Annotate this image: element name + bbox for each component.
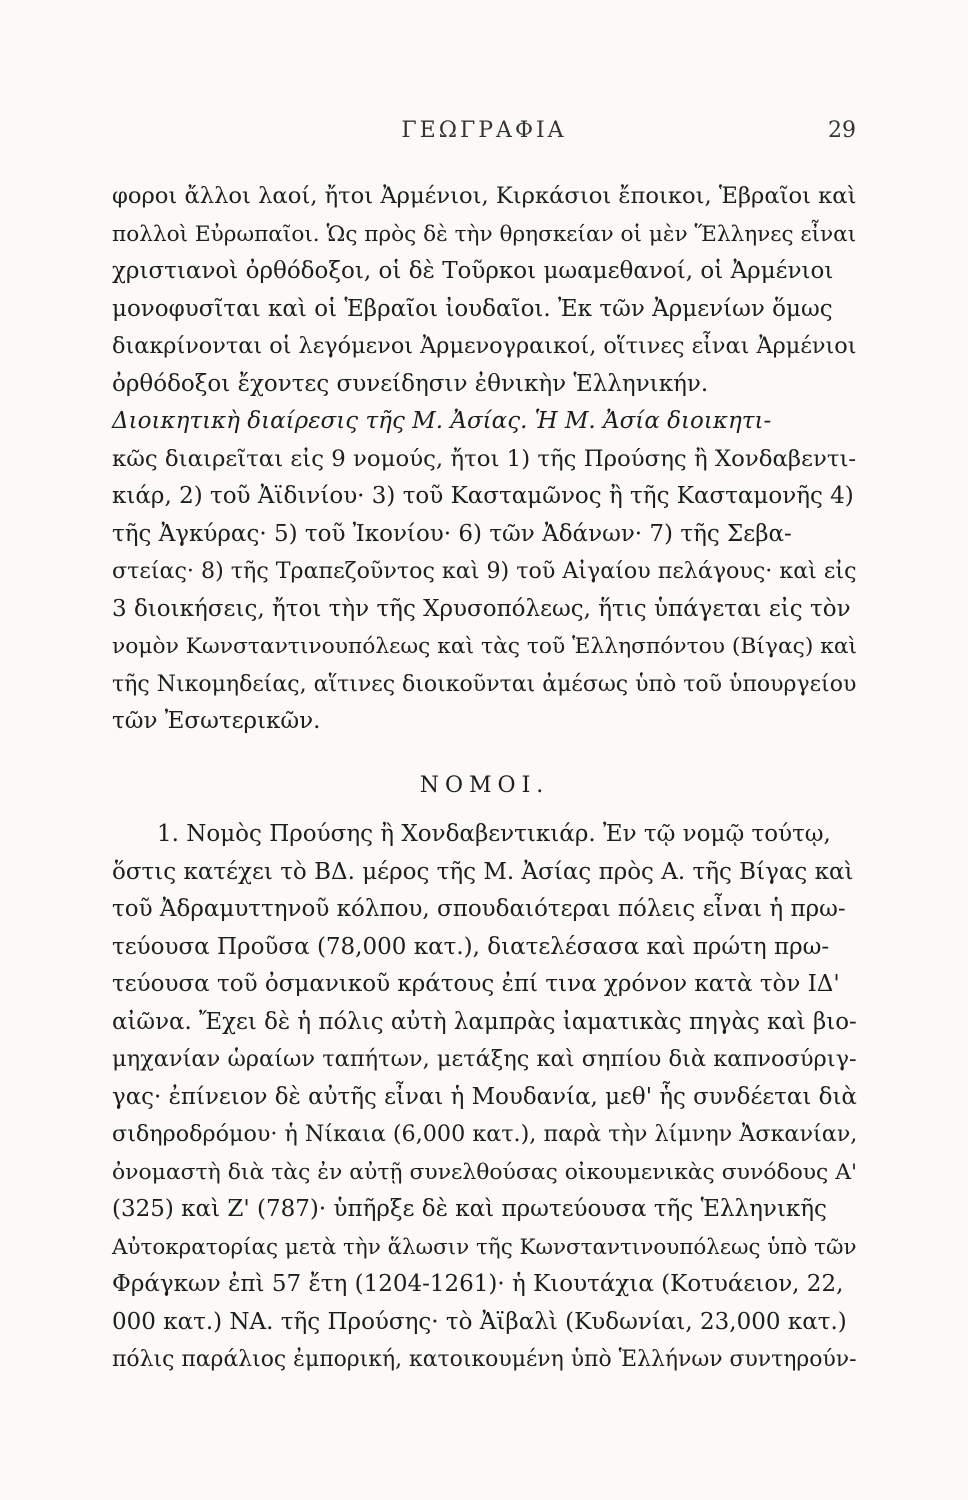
text-line: φοροι ἄλλοι λαοί, ἤτοι Ἀρμένιοι, Κιρκάσιοι ἔποικοι, Ἑβραῖοι καὶ bbox=[112, 183, 857, 209]
text-line: τοῦ Ἀδραμυττηνοῦ κόλπου, σπουδαιότεραι πόλεις εἶναι ἡ πρω- bbox=[112, 896, 846, 922]
paragraph-population bbox=[112, 178, 857, 403]
text-line: πολλοὶ Εὐρωπαῖοι. Ὡς πρὸς δὲ τὴν θρησκείαν οἱ μὲν Ἕλληνες εἶναι bbox=[112, 221, 857, 247]
text-line: στείας· 8) τῆς Τραπεζοῦντος καὶ 9) τοῦ Αἰγαίου πελάγους· καὶ εἰς bbox=[112, 558, 857, 584]
text-line: τῆς Νικομηδείας, αἵτινες διοικοῦνται ἀμέσως ὑπὸ τοῦ ὑπουργείου bbox=[112, 671, 857, 697]
text-line: μηχανίαν ὡραίων ταπήτων, μετάξης καὶ σηπίου διὰ καπνοσύριγ- bbox=[112, 1046, 857, 1072]
section-title: ΝΟΜΟΙ. bbox=[419, 772, 550, 798]
text-line: αἰῶνα. Ἔχει δὲ ἡ πόλις αὐτὴ λαμπρὰς ἰαματικὰς πηγὰς καὶ βιο- bbox=[112, 1008, 857, 1035]
text-line: σιδηροδρόμου· ἡ Νίκαια (6,000 κατ.), παρὰ τὴν λίμνην Ἀσκανίαν, bbox=[112, 1121, 858, 1147]
page-body bbox=[112, 178, 857, 1379]
text-line: 1. Νομὸς Προύσης ἢ Χονδαβεντικιάρ. Ἐν τῷ νομῷ τούτῳ, bbox=[157, 821, 831, 847]
text-line: Διοικητικὴ διαίρεσις τῆς Μ. Ἀσίας. Ἡ Μ. Ἀσία διοικητι- bbox=[112, 408, 772, 434]
text-line: Αὐτοκρατορίας μετὰ τὴν ἅλωσιν τῆς Κωνσταντινουπόλεως ὑπὸ τῶν bbox=[112, 1234, 857, 1260]
text-line: κῶς διαιρεῖται εἰς 9 νομούς, ἤτοι 1) τῆς Προύσης ἢ Χονδαβεντι- bbox=[112, 445, 857, 472]
text-line: 000 κατ.) ΝΑ. τῆς Προύσης· τὸ Ἀϊβαλὶ (Κυδωνίαι, 23,000 κατ.) bbox=[112, 1308, 847, 1335]
text-line: χριστιανοὶ ὀρθόδοξοι, οἱ δὲ Τοῦρκοι μωαμεθανοί, οἱ Ἀρμένιοι bbox=[112, 258, 834, 284]
text-line: γας· ἐπίνειον δὲ αὐτῆς εἶναι ἡ Μουδανία, μεθ' ἧς συνδέεται διὰ bbox=[112, 1083, 857, 1110]
page-number: 29 bbox=[828, 118, 856, 143]
paragraph-prefecture-prousa bbox=[112, 816, 857, 1379]
text-line: κιάρ, 2) τοῦ Ἀϊδινίου· 3) τοῦ Κασταμῶνος ἢ τῆς Κασταμονῆς 4) bbox=[112, 483, 854, 509]
text-line: διακρίνονται οἱ λεγόμενοι Ἀρμενογραικοί, οἵτινες εἶναι Ἀρμένιοι bbox=[112, 333, 857, 359]
text-line: ὀρθόδοξοι ἔχοντες συνείδησιν ἐθνικὴν Ἑλληνικήν. bbox=[112, 370, 709, 397]
text-line: ὅστις κατέχει τὸ ΒΔ. μέρος τῆς Μ. Ἀσίας πρὸς Α. τῆς Βίγας καὶ bbox=[112, 858, 854, 885]
text-line: τεύουσα Προῦσα (78,000 κατ.), διατελέσασα καὶ πρώτη πρω- bbox=[112, 933, 830, 960]
text-line: τῶν Ἐσωτερικῶν. bbox=[112, 708, 321, 734]
page-header bbox=[112, 118, 856, 148]
text-line: μονοφυσῖται καὶ οἱ Ἑβραῖοι ἰουδαῖοι. Ἐκ τῶν Ἀρμενίων ὅμως bbox=[112, 295, 833, 322]
text-line: (325) καὶ Ζ' (787)· ὑπῆρξε δὲ καὶ πρωτεύουσα τῆς Ἑλληνικῆς bbox=[112, 1196, 827, 1222]
text-line: τεύουσα τοῦ ὀσμανικοῦ κράτους ἐπί τινα χρόνον κατὰ τὸν ΙΔ' bbox=[112, 971, 840, 997]
text-line: Φράγκων ἐπὶ 57 ἔτη (1204-1261)· ἡ Κιουτάχια (Κοτυάειον, 22, bbox=[112, 1271, 844, 1297]
running-title: ΓΕΩΓΡΑΦΙΑ bbox=[401, 118, 567, 143]
paragraph-administrative-division bbox=[112, 403, 857, 741]
text-line: νομὸν Κωνσταντινουπόλεως καὶ τὰς τοῦ Ἑλλησπόντου (Βίγας) καὶ bbox=[112, 634, 858, 659]
text-line: ὀνομαστὴ διὰ τὰς ἐν αὐτῇ συνελθούσας οἰκουμενικὰς συνόδους Α' bbox=[112, 1159, 858, 1185]
text-line: πόλις παράλιος ἐμπορική, κατοικουμένη ὑπὸ Ἑλλήνων συντηρούν- bbox=[112, 1347, 857, 1372]
text-line: τῆς Ἀγκύρας· 5) τοῦ Ἰκονίου· 6) τῶν Ἀδάνων· 7) τῆς Σεβα- bbox=[112, 520, 792, 547]
text-line: 3 διοικήσεις, ἤτοι τὴν τῆς Χρυσοπόλεως, ἥτις ὑπάγεται εἰς τὸν bbox=[112, 595, 851, 622]
